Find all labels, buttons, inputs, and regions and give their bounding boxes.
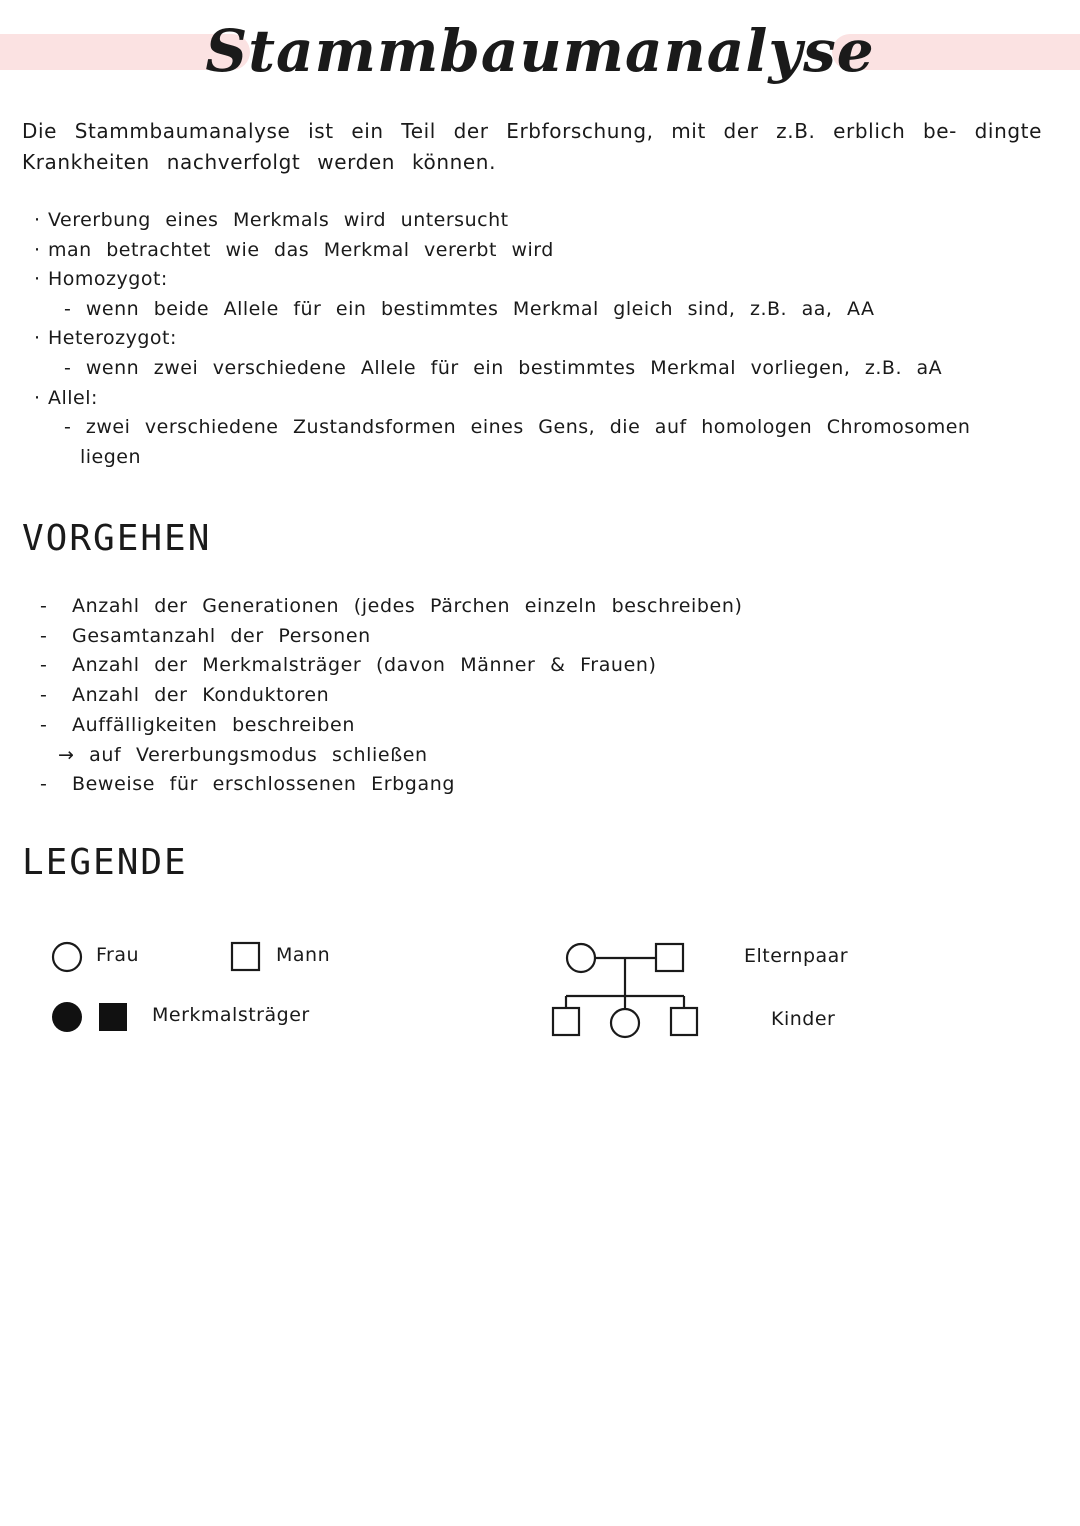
bullet-dot-icon: · [34,327,41,350]
intro-paragraph: Die Stammbaumanalyse ist ein Teil der Erbforschung, mit der z.B. erblich be- dingte Krankheiten nachverfolgt werden können. [22,119,1042,174]
vorgehen-list [40,592,1040,800]
legend-label-mann: Mann [276,944,331,966]
pedigree-daughter-icon [611,1009,639,1037]
note-subitem: - wenn beide Allele für ein bestimmtes Merkmal gleich sind, z.B. aa, AA [64,297,875,320]
dash-icon: - [40,773,48,796]
square-filled-icon [99,1003,127,1031]
heading-vorgehen: VORGEHEN [22,518,212,559]
step-item: - Anzahl der Konduktoren [40,681,1040,711]
step-item: - Beweise für erschlossenen Erbgang [40,770,1040,800]
pedigree-diagram-icon [553,944,697,1037]
circle-filled-icon [52,1002,82,1032]
legend-label-kinder: Kinder [771,1008,836,1030]
note-subitem: - wenn zwei verschiedene Allele für ein bestimmtes Merkmal vorliegen, z.B. aA [64,356,943,379]
dash-icon: - [40,624,48,647]
definitions-list [34,206,1064,472]
dash-icon: - [40,595,48,617]
pedigree-son-icon [671,1008,697,1035]
pedigree-son-icon [553,1008,579,1035]
note-item-homozygot: · Homozygot: [34,265,1064,295]
dash-icon: - [40,654,48,677]
note-subitem: - zwei verschiedene Zustandsformen eines Gens, die auf homologen Chromosomen [64,416,971,439]
step-item: - Anzahl der Merkmalsträger (davon Männer & Frauen) [40,651,1040,681]
page-title: Stammbaumanalyse [205,17,875,85]
step-item: - Anzahl der Generationen (jedes Pärchen einzeln beschreiben) [40,592,1040,622]
note-item-allel: · Allel: [34,384,1064,414]
pedigree-mother-icon [567,944,595,972]
circle-outline-icon [53,943,81,971]
step-item: - Gesamtanzahl der Personen [40,622,1040,652]
bullet-dot-icon: · [34,268,41,291]
step-conclusion: → auf Vererbungsmodus schließen [58,743,428,766]
bullet-dot-icon: · [34,386,41,409]
legend-graphics [0,920,1080,1060]
step-item: - Auffälligkeiten beschreiben [40,711,1040,741]
legend-label-frau: Frau [96,944,140,966]
bullet-dot-icon: · [34,238,41,261]
pedigree-father-icon [656,944,683,971]
note-item-heterozygot: · Heterozygot: [34,324,1064,354]
legend-label-elternpaar: Elternpaar [744,945,849,967]
legend-label-merkmalstraeger: Merkmalsträger [152,1004,310,1026]
note-item: · Vererbung eines Merkmals wird untersucht [34,206,1064,236]
note-item: · man betrachtet wie das Merkmal vererbt wird [34,236,1064,266]
dash-icon: - [40,684,48,707]
note-subitem-continued: liegen [80,445,142,468]
square-outline-icon [232,943,259,970]
dash-icon: - [40,713,48,736]
heading-legende: LEGENDE [22,842,188,883]
bullet-dot-icon: · [34,209,41,231]
